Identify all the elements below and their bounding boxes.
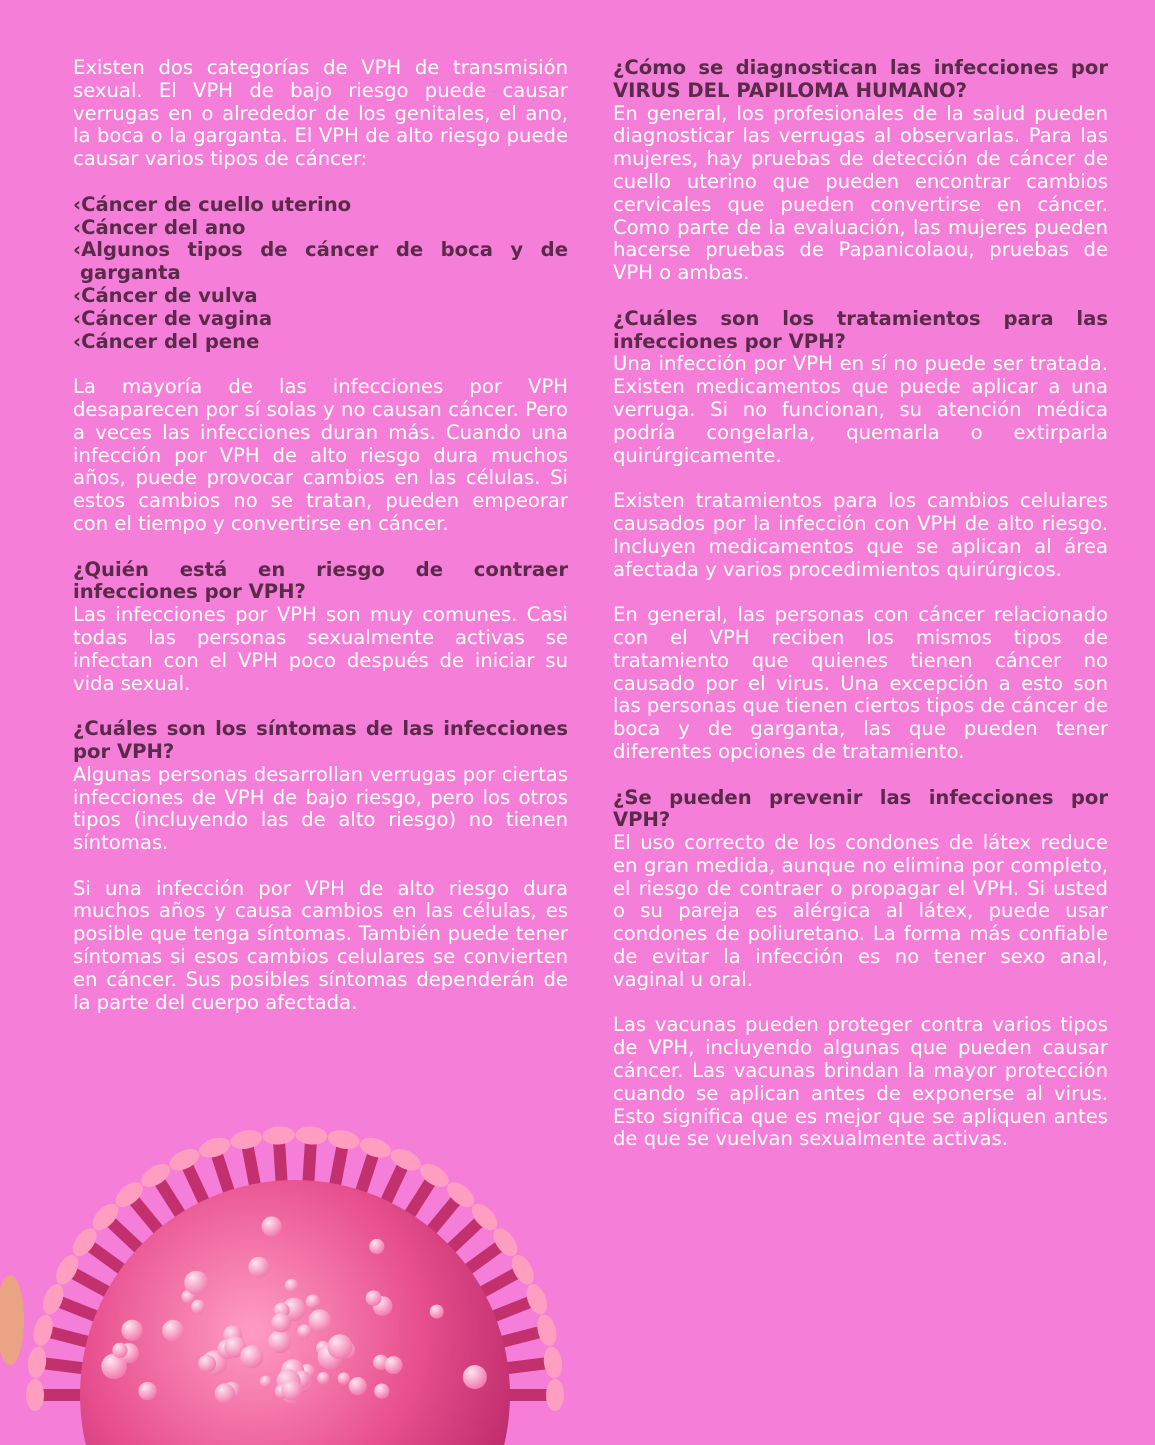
list-item: ‹Cáncer del pene <box>73 329 260 353</box>
surface-knob <box>306 1294 320 1308</box>
surface-knob <box>248 1257 269 1278</box>
spike-tip <box>229 1128 264 1152</box>
list-item: ‹Algunos tipos de cáncer de boca y de garganta <box>73 238 568 285</box>
treatment-heading: ¿Cuáles son los tratamientos para las infecciones por VPH? <box>613 306 1108 353</box>
surface-knob <box>184 1271 208 1295</box>
surface-knob <box>297 1324 311 1338</box>
spike-tip <box>546 1379 564 1411</box>
surface-knob <box>271 1313 291 1333</box>
spike-tip <box>542 1345 564 1379</box>
list-item: ‹Cáncer de cuello uterino <box>73 192 352 216</box>
surface-knob <box>198 1355 216 1373</box>
symptoms-section <box>73 718 568 1014</box>
surface-knob <box>285 1279 299 1293</box>
spike-tip <box>534 1313 559 1348</box>
surface-knob <box>162 1320 184 1342</box>
surface-knob <box>327 1334 352 1359</box>
surface-knob <box>430 1305 444 1319</box>
prevention-section <box>613 787 1108 1152</box>
surface-knob <box>260 1376 272 1388</box>
virus-illustration-icon <box>0 1110 600 1445</box>
surface-knob <box>268 1330 291 1353</box>
surface-knob <box>112 1343 127 1358</box>
risk-body: Las infecciones por VPH son muy comunes. Casi todas las personas sexualmente activas se infectan con el VPH poco después de iniciar su vida sexual. <box>73 603 568 695</box>
surface-knob <box>385 1356 403 1374</box>
spike-tip <box>262 1126 295 1146</box>
surface-knob <box>138 1382 156 1400</box>
surface-knob <box>121 1320 142 1341</box>
prevention-heading: ¿Se pueden prevenir las infecciones por VPH? <box>613 785 1108 832</box>
surface-knob <box>101 1354 127 1380</box>
intro-paragraph: Existen dos categorías de VPH de transmisión sexual. El VPH de bajo riesgo puede causar verrugas en o alrededor de los genitales, el ano, la boca o la garganta. El VPH de alto riesgo puede causar varios tipos de cáncer: <box>73 56 568 171</box>
treatment-body: Una infección por VPH en sí no puede ser tratada. Existen medicamentos que puede aplicar a una verruga. Si no funcionan, su atención médica podría congelarla, quemarla o extirparla quirúrgicamente. <box>613 352 1108 467</box>
spike-tip <box>30 1313 55 1348</box>
treatment-section <box>613 308 1108 764</box>
spike-tip <box>295 1126 328 1146</box>
right-column <box>613 57 1108 1151</box>
list-item: ‹Cáncer de vagina <box>73 306 273 330</box>
symptoms-body: Algunas personas desarrollan verrugas por ciertas infecciones de VPH de bajo riesgo, pero los otros tipos (incluyendo las de alto riesgo) no tienen síntomas. <box>73 762 568 855</box>
prevention-body-2: Las vacunas pueden proteger contra varios tipos de VPH, incluyendo algunas que pueden causar cáncer. Las vacunas brindan la mayor protección cuando se aplican antes de exponerse al virus. Esto significa que es mejor que se apliquen antes de que se vuelvan sexualmente activas. <box>613 1013 1108 1151</box>
surface-knob <box>262 1216 282 1236</box>
surface-knob <box>374 1383 389 1398</box>
surface-knob <box>338 1372 350 1384</box>
treatment-body-2: Existen tratamientos para los cambios celulares causados por la infección con VPH de alto riesgo. Incluyen medicamentos que se aplican al área afectada y varios procedimientos quirúrgicos. <box>613 489 1108 581</box>
list-item: ‹Cáncer del ano <box>73 215 246 239</box>
surface-knob <box>317 1372 330 1385</box>
risk-heading: ¿Quién está en riesgo de contraer infecciones por VPH? <box>73 557 568 604</box>
prevention-body: El uso correcto de los condones de látex reduce en gran medida, aunque no elimina por completo, el riesgo de contraer o propagar el VPH. Si usted o su pareja es alérgica al látex, puede usar condones de poliuretano. La forma más confiable de evitar la infección es no tener sexo anal, vaginal u oral. <box>613 831 1108 991</box>
surface-knob <box>240 1345 263 1368</box>
surface-knob <box>215 1383 235 1403</box>
surface-knob <box>366 1290 382 1306</box>
disappear-paragraph: La mayoría de las infecciones por VPH desaparecen por sí solas y no causan cáncer. Pero a veces las infecciones duran más. Cuando una infección por VPH de alto riesgo dura muchos años, puede provocar cambios en las células. Si estos cambios no se tratan, pueden empeorar con el tiempo y convertirse en cáncer. <box>73 375 568 535</box>
spike-tip <box>26 1345 48 1379</box>
spike-tip <box>326 1128 361 1152</box>
risk-section <box>73 559 568 696</box>
diagnosis-heading: ¿Cómo se diagnostican las infecciones por VIRUS DEL PAPILOMA HUMANO? <box>613 56 1108 102</box>
surface-knob <box>281 1380 301 1400</box>
surface-knob <box>349 1377 367 1395</box>
surface-knob <box>309 1309 332 1332</box>
finger-shape <box>0 1275 24 1365</box>
treatment-body-3: En general, las personas con cáncer relacionado con el VPH reciben los mismos tipos de tratamiento que quienes tienen cáncer no causado por el virus. Una excepción a esto son las personas que tienen ciertos tipos de cáncer de boca y de garganta, las que pueden tener diferentes opciones de tratamiento. <box>613 603 1108 763</box>
surface-knob <box>463 1365 487 1389</box>
symptoms-body-2: Si una infección por VPH de alto riesgo dura muchos años y causa cambios en las células, es posible que tenga síntomas. También puede tener síntomas si esos cambios celulares se convierten en cáncer. Sus posibles síntomas dependerán de la parte del cuerpo afectada. <box>73 876 568 1014</box>
spike-tip <box>26 1379 44 1411</box>
diagnosis-section <box>613 57 1108 285</box>
cancer-types-list <box>73 194 568 354</box>
symptoms-heading: ¿Cuáles son los síntomas de las infecciones por VPH? <box>73 717 568 763</box>
surface-knob <box>369 1239 384 1254</box>
list-item: ‹Cáncer de vulva <box>73 283 258 307</box>
left-column <box>73 57 568 1014</box>
diagnosis-body: En general, los profesionales de la salud pueden diagnosticar las verrugas al observarlas. Para las mujeres, hay pruebas de detección de cáncer de cuello uterino que pueden encontrar cambios cervicales que pueden convertirse en cáncer. Como parte de la evaluación, las mujeres pueden hacerse pruebas de Papanicolaou, pruebas de VPH o ambas. <box>613 101 1108 285</box>
